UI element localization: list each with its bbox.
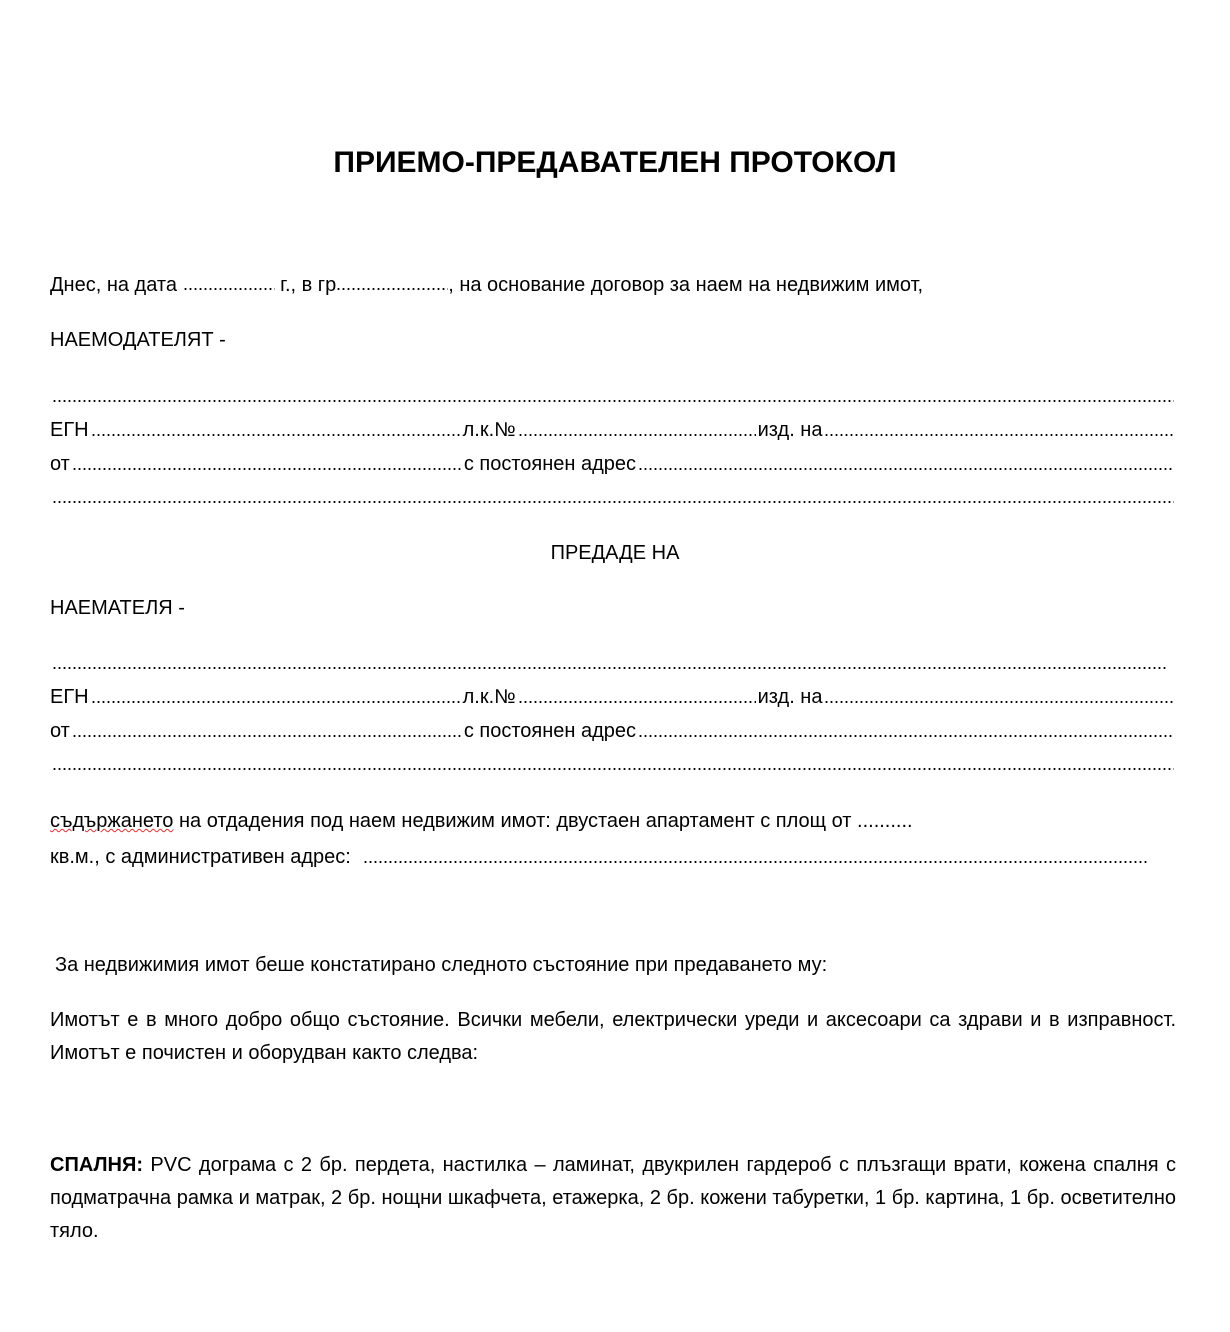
address-label: с постоянен адрес bbox=[463, 720, 637, 742]
egn-blank[interactable] bbox=[91, 433, 461, 437]
from-blank[interactable] bbox=[72, 734, 462, 738]
tenant-address-blank-2[interactable] bbox=[50, 754, 1176, 776]
landlord-address-row bbox=[50, 453, 1176, 476]
egn-label: ЕГН bbox=[50, 419, 89, 441]
bedroom-paragraph bbox=[50, 1149, 1176, 1248]
issued-label: изд. на bbox=[757, 419, 823, 441]
property-description bbox=[50, 805, 1176, 838]
condition-heading: За недвижимия имот беше констатирано следното състояние при предаването му: bbox=[55, 954, 828, 976]
intro-city-label: г., в гр bbox=[280, 274, 337, 296]
bedroom-label: СПАЛНЯ: bbox=[50, 1154, 144, 1176]
egn-label: ЕГН bbox=[50, 686, 89, 708]
address-blank[interactable] bbox=[638, 467, 1174, 471]
from-blank[interactable] bbox=[72, 467, 462, 471]
misspelled-word[interactable]: съдържането bbox=[50, 810, 174, 832]
id-card-blank[interactable] bbox=[518, 433, 756, 437]
landlord-address-blank-2[interactable] bbox=[50, 487, 1176, 509]
egn-blank[interactable] bbox=[91, 700, 461, 704]
landlord-label: НАЕМОДАТЕЛЯТ - bbox=[50, 329, 226, 351]
intro-line bbox=[50, 274, 923, 297]
from-label: от bbox=[50, 453, 70, 475]
property-text: на отдадения под наем недвижим имот: двустаен апартамент с площ от .......... bbox=[173, 810, 913, 832]
address-label: с постоянен адрес bbox=[463, 453, 637, 475]
id-card-label: л.к.№ bbox=[462, 419, 516, 441]
bedroom-text: PVC дограма с 2 бр. пердета, настилка – ламинат, двукрилен гардероб с плъзгащи врати, кожена спалня с подматрачна рамка и матрак, 2 бр. нощни шкафчета, етажерка, 2 бр. кожени табуретки, 1 бр. картина, 1 бр. осветително тяло. bbox=[50, 1154, 1176, 1242]
landlord-name-blank[interactable] bbox=[50, 386, 1176, 408]
document-title: ПРИЕМО-ПРЕДАВАТЕЛЕН ПРОТОКОЛ bbox=[333, 146, 897, 179]
tenant-address-row bbox=[50, 720, 1176, 743]
issued-blank[interactable] bbox=[824, 700, 1174, 704]
tenant-label: НАЕМАТЕЛЯ - bbox=[50, 597, 185, 619]
address-blank[interactable] bbox=[638, 734, 1174, 738]
from-label: от bbox=[50, 720, 70, 742]
handed-over-heading: ПРЕДАДЕ НА bbox=[550, 542, 680, 564]
issued-blank[interactable] bbox=[824, 433, 1174, 437]
landlord-id-row bbox=[50, 419, 1176, 442]
issued-label: изд. на bbox=[757, 686, 823, 708]
tenant-id-row bbox=[50, 686, 1176, 709]
date-blank[interactable] bbox=[183, 287, 275, 291]
id-card-label: л.к.№ bbox=[462, 686, 516, 708]
city-blank[interactable] bbox=[336, 287, 448, 291]
property-address-blank[interactable] bbox=[363, 860, 1148, 864]
intro-basis: , на основание договор за наем на недвижим имот, bbox=[448, 274, 924, 296]
tenant-name-blank[interactable] bbox=[50, 653, 1170, 675]
property-address-label: кв.м., с административен адрес: bbox=[50, 846, 351, 868]
condition-text: Имотът е в много добро общо състояние. Всички мебели, електрически уреди и аксесоари са здрави и в изправност. Имотът е почистен и оборудван както следва: bbox=[50, 1009, 1176, 1064]
id-card-blank[interactable] bbox=[518, 700, 756, 704]
property-address-row bbox=[50, 846, 1150, 869]
intro-date-label: Днес, на дата bbox=[50, 274, 177, 296]
